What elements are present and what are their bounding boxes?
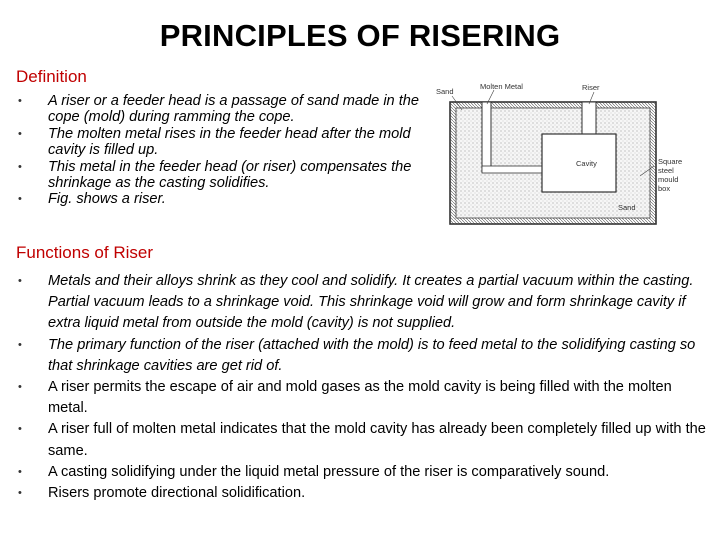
riser-channel	[582, 102, 596, 136]
bullet-icon: •	[18, 275, 22, 287]
figure-label-riser: Riser	[582, 83, 600, 92]
definition-heading: Definition	[16, 67, 87, 86]
figure-label-box-3: mould	[658, 175, 679, 184]
bullet-icon: •	[18, 193, 22, 206]
functions-bullet-text: The primary function of the riser (attached with the mold) is to feed metal to the solidifying casting so that shrinkage cavities are get rid of.	[48, 336, 696, 374]
functions-bullet-text: A riser permits the escape of air and mold gases as the mold cavity is being filled with the molten metal.	[48, 379, 672, 417]
functions-bullet	[18, 335, 708, 377]
sprue-channel	[482, 102, 491, 172]
riser-figure	[432, 82, 682, 228]
functions-bullet-text: Risers promote directional solidification.	[48, 485, 306, 502]
functions-bullet	[18, 377, 708, 419]
bullet-icon: •	[18, 465, 22, 478]
figure-label-box-1: Square	[658, 157, 682, 166]
figure-label-molten-metal: Molten Metal	[480, 82, 523, 91]
functions-bullet-text: Metals and their alloys shrink as they cool and solidify. It creates a partial vacuum within the casting. Partial vacuum leads to a shrinkage void. This shrinkage void will grow and form shrinkage cavity if extra liquid metal from outside the mold (cavity) is not supplied.	[48, 273, 694, 332]
definition-bullet	[18, 93, 428, 126]
figure-label-box-2: steel	[658, 166, 674, 175]
figure-label-box-4: box	[658, 184, 671, 193]
bullet-icon: •	[18, 338, 22, 351]
definition-bullet	[18, 159, 428, 192]
bullet-icon: •	[18, 127, 22, 140]
definition-list	[18, 93, 428, 208]
definition-bullet-text: A riser or a feeder head is a passage of sand made in the cope (mold) during ramming the cope.	[48, 93, 420, 126]
functions-bullet	[18, 419, 708, 461]
figure-label-cavity: Cavity	[576, 159, 597, 168]
functions-bullet	[18, 462, 708, 483]
functions-bullet-text: A casting solidifying under the liquid metal pressure of the riser is comparatively sound.	[48, 463, 610, 480]
definition-bullet	[18, 191, 428, 207]
functions-list	[18, 271, 708, 504]
functions-bullet-text: A riser full of molten metal indicates that the mold cavity has already been completely filled up with the same.	[48, 421, 706, 459]
figure-label-sand: Sand	[436, 87, 454, 96]
slide-title: PRINCIPLES OF RISERING	[159, 18, 561, 53]
figure-label-sand-bottom: Sand	[618, 203, 636, 212]
bullet-icon: •	[18, 423, 22, 436]
functions-bullet	[18, 271, 708, 335]
definition-bullet-text: Fig. shows a riser.	[48, 191, 166, 208]
bullet-icon: •	[18, 487, 22, 500]
bullet-icon: •	[18, 160, 22, 173]
functions-heading: Functions of Riser	[16, 243, 153, 262]
bullet-icon: •	[18, 381, 22, 394]
definition-bullet-text: The molten metal rises in the feeder head after the mold cavity is filled up.	[48, 125, 411, 159]
bullet-icon: •	[18, 95, 22, 107]
definition-bullet	[18, 126, 428, 159]
functions-bullet	[18, 483, 708, 504]
definition-bullet-text: This metal in the feeder head (or riser) compensates the shrinkage as the casting solidifies.	[48, 158, 412, 192]
